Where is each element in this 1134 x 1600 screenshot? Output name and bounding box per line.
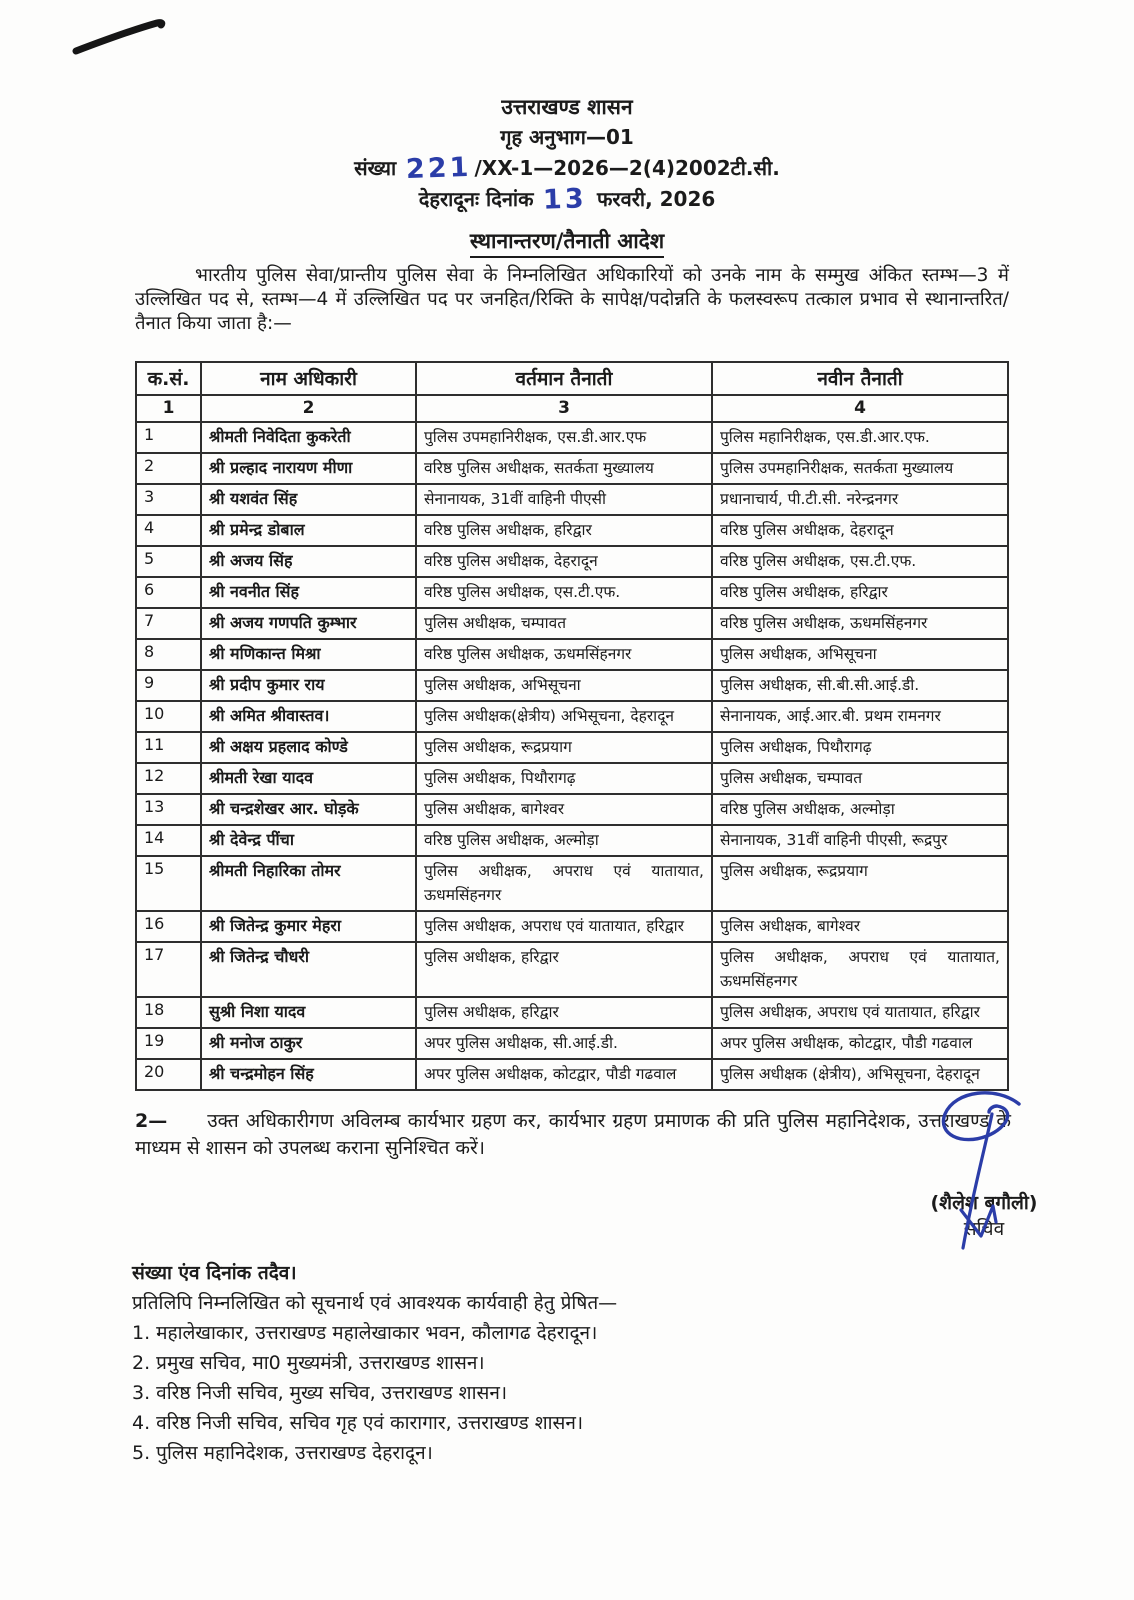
serial-cell: 11 xyxy=(136,732,201,763)
serial-cell: 16 xyxy=(136,911,201,942)
serial-cell: 6 xyxy=(136,577,201,608)
new-posting-cell: वरिष्ठ पुलिस अधीक्षक, ऊधमसिंहनगर xyxy=(712,608,1008,639)
name-cell: श्री मणिकान्त मिश्रा xyxy=(201,639,416,670)
table-row xyxy=(136,856,1008,911)
serial-cell: 1 xyxy=(136,422,201,453)
current-posting-cell: वरिष्ठ पुलिस अधीक्षक, अल्मोड़ा xyxy=(416,825,712,856)
name-cell: श्री जितेन्द्र चौधरी xyxy=(201,942,416,997)
name-cell: श्री प्रदीप कुमार राय xyxy=(201,670,416,701)
serial-cell: 10 xyxy=(136,701,201,732)
signature-block xyxy=(889,1190,1079,1242)
current-posting-cell: पुलिस अधीक्षक, बागेश्वर xyxy=(416,794,712,825)
name-cell: श्री जितेन्द्र कुमार मेहरा xyxy=(201,911,416,942)
signatory-designation: सचिव xyxy=(963,1218,1005,1240)
distribution-list xyxy=(132,1318,1012,1468)
current-posting-cell: वरिष्ठ पुलिस अधीक्षक, एस.टी.एफ. xyxy=(416,577,712,608)
table-row xyxy=(136,701,1008,732)
current-posting-cell: अपर पुलिस अधीक्षक, सी.आई.डी. xyxy=(416,1028,712,1059)
order-title-wrap xyxy=(0,227,1134,258)
serial-cell: 17 xyxy=(136,942,201,997)
name-cell: श्री मनोज ठाकुर xyxy=(201,1028,416,1059)
current-posting-cell: पुलिस अधीक्षक, अभिसूचना xyxy=(416,670,712,701)
table-row xyxy=(136,942,1008,997)
closing-paragraph-text: उक्त अधिकारीगण अविलम्ब कार्यभार ग्रहण कर, कार्यभार ग्रहण प्रमाणक की प्रति पुलिस महानिदेशक, उत्तराखण्ड के माध्यम से शासन को उपलब्ध कराना सुनिश्चित करें। xyxy=(135,1110,1011,1159)
state-government-line: उत्तराखण्ड शासन xyxy=(501,95,633,119)
section-line: गृह अनुभाग—01 xyxy=(500,125,634,149)
new-posting-cell: वरिष्ठ पुलिस अधीक्षक, देहरादून xyxy=(712,515,1008,546)
current-posting-cell: पुलिस अधीक्षक, रूद्रप्रयाग xyxy=(416,732,712,763)
current-posting-cell: पुलिस अधीक्षक, हरिद्वार xyxy=(416,942,712,997)
current-posting-cell: पुलिस अधीक्षक, हरिद्वार xyxy=(416,997,712,1028)
intro-paragraph: भारतीय पुलिस सेवा/प्रान्तीय पुलिस सेवा के निम्नलिखित अधिकारियों को उनके नाम के सम्मुख अंकित स्तम्भ—3 में उल्लिखित पद से, स्तम्भ—4 में उल्लिखित पद पर जनहित/रिक्ति के सापेक्ष/पदोन्नति के फलस्वरूप तत्काल प्रभाव से स्थानान्तरित/तैनात किया जाता है:— xyxy=(135,265,1009,334)
order-title: स्थानान्तरण/तैनाती आदेश xyxy=(470,227,664,258)
new-posting-cell: वरिष्ठ पुलिस अधीक्षक, हरिद्वार xyxy=(712,577,1008,608)
ref-number-line xyxy=(0,151,1134,186)
table-row xyxy=(136,997,1008,1028)
distribution-item: 4. वरिष्ठ निजी सचिव, सचिव गृह एवं कारागार, उत्तराखण्ड शासन। xyxy=(132,1412,584,1434)
new-posting-cell: पुलिस अधीक्षक, बागेश्वर xyxy=(712,911,1008,942)
current-posting-cell: वरिष्ठ पुलिस अधीक्षक, हरिद्वार xyxy=(416,515,712,546)
serial-cell: 14 xyxy=(136,825,201,856)
current-posting-cell: अपर पुलिस अधीक्षक, कोटद्वार, पौडी गढवाल xyxy=(416,1059,712,1090)
new-posting-cell: पुलिस महानिरीक्षक, एस.डी.आर.एफ. xyxy=(712,422,1008,453)
serial-cell: 7 xyxy=(136,608,201,639)
new-posting-cell: पुलिस अधीक्षक, चम्पावत xyxy=(712,763,1008,794)
ref-number-rest: /XX-1—2026—2(4)2002टी.सी. xyxy=(474,156,780,180)
new-posting-cell: पुलिस उपमहानिरीक्षक, सतर्कता मुख्यालय xyxy=(712,453,1008,484)
current-posting-cell: सेनानायक, 31वीं वाहिनी पीएसी xyxy=(416,484,712,515)
name-cell: श्रीमती निवेदिता कुकरेती xyxy=(201,422,416,453)
name-cell: श्री अजय सिंह xyxy=(201,546,416,577)
new-posting-cell: पुलिस अधीक्षक (क्षेत्रीय), अभिसूचना, देहरादून xyxy=(712,1059,1008,1090)
letterhead xyxy=(0,92,1134,214)
current-posting-cell: पुलिस अधीक्षक, अपराध एवं यातायात, हरिद्वार xyxy=(416,911,712,942)
transfer-table xyxy=(135,361,1009,1091)
transfer-table-head xyxy=(136,362,1008,422)
distribution-item: 3. वरिष्ठ निजी सचिव, मुख्य सचिव, उत्तराखण्ड शासन। xyxy=(132,1382,508,1404)
serial-cell: 2 xyxy=(136,453,201,484)
date-line xyxy=(0,183,1134,214)
table-row xyxy=(136,484,1008,515)
table-row xyxy=(136,453,1008,484)
name-cell: श्री चन्द्रशेखर आर. घोड़के xyxy=(201,794,416,825)
serial-cell: 19 xyxy=(136,1028,201,1059)
distribution-note: संख्या एंव दिनांक तदैव। xyxy=(132,1262,297,1284)
distribution-block xyxy=(132,1258,1012,1468)
table-row xyxy=(136,1059,1008,1090)
current-posting-cell: पुलिस उपमहानिरीक्षक, एस.डी.आर.एफ xyxy=(416,422,712,453)
current-posting-cell: वरिष्ठ पुलिस अधीक्षक, देहरादून xyxy=(416,546,712,577)
name-cell: श्रीमती निहारिका तोमर xyxy=(201,856,416,911)
new-posting-cell: सेनानायक, 31वीं वाहिनी पीएसी, रूद्रपुर xyxy=(712,825,1008,856)
table-row xyxy=(136,639,1008,670)
col-number-1: 1 xyxy=(136,395,201,422)
ref-number-label: संख्या xyxy=(354,156,397,180)
name-cell: श्री यशवंत सिंह xyxy=(201,484,416,515)
table-row xyxy=(136,911,1008,942)
signatory-name: (शैलेश बगौली) xyxy=(930,1192,1038,1214)
table-row xyxy=(136,577,1008,608)
serial-cell: 12 xyxy=(136,763,201,794)
table-row xyxy=(136,608,1008,639)
col-number-3: 3 xyxy=(416,395,712,422)
new-posting-cell: वरिष्ठ पुलिस अधीक्षक, अल्मोड़ा xyxy=(712,794,1008,825)
serial-cell: 18 xyxy=(136,997,201,1028)
column-number-row xyxy=(136,395,1008,422)
new-posting-cell: पुलिस अधीक्षक, सी.बी.सी.आई.डी. xyxy=(712,670,1008,701)
name-cell: सुश्री निशा यादव xyxy=(201,997,416,1028)
serial-cell: 3 xyxy=(136,484,201,515)
copy-forward-line: प्रतिलिपि निम्नलिखित को सूचनार्थ एवं आवश्यक कार्यवाही हेतु प्रेषित— xyxy=(132,1292,618,1314)
header-row xyxy=(136,362,1008,395)
new-posting-cell: पुलिस अधीक्षक, पिथौरागढ़ xyxy=(712,732,1008,763)
col-header-officer-name: नाम अधिकारी xyxy=(201,362,416,395)
closing-paragraph-number: 2— xyxy=(135,1110,168,1132)
col-header-new-posting: नवीन तैनाती xyxy=(712,362,1008,395)
new-posting-cell: पुलिस अधीक्षक, अभिसूचना xyxy=(712,639,1008,670)
table-row xyxy=(136,515,1008,546)
distribution-item: 5. पुलिस महानिदेशक, उत्तराखण्ड देहरादून। xyxy=(132,1442,433,1464)
new-posting-cell: वरिष्ठ पुलिस अधीक्षक, एस.टी.एफ. xyxy=(712,546,1008,577)
serial-cell: 5 xyxy=(136,546,201,577)
new-posting-cell: पुलिस अधीक्षक, रूद्रप्रयाग xyxy=(712,856,1008,911)
table-row xyxy=(136,546,1008,577)
serial-cell: 4 xyxy=(136,515,201,546)
serial-cell: 20 xyxy=(136,1059,201,1090)
name-cell: श्री अजय गणपति कुम्भार xyxy=(201,608,416,639)
name-cell: श्री अमित श्रीवास्तव। xyxy=(201,701,416,732)
table-row xyxy=(136,794,1008,825)
table-row xyxy=(136,422,1008,453)
col-number-2: 2 xyxy=(201,395,416,422)
new-posting-cell: सेनानायक, आई.आर.बी. प्रथम रामनगर xyxy=(712,701,1008,732)
distribution-item: 2. प्रमुख सचिव, मा0 मुख्यमंत्री, उत्तराखण्ड शासन। xyxy=(132,1352,485,1374)
serial-cell: 13 xyxy=(136,794,201,825)
pen-mark xyxy=(62,8,192,63)
new-posting-cell: अपर पुलिस अधीक्षक, कोटद्वार, पौडी गढवाल xyxy=(712,1028,1008,1059)
handwritten-ref-number: 221 xyxy=(405,151,473,186)
current-posting-cell: वरिष्ठ पुलिस अधीक्षक, ऊधमसिंहनगर xyxy=(416,639,712,670)
current-posting-cell: पुलिस अधीक्षक, चम्पावत xyxy=(416,608,712,639)
name-cell: श्री नवनीत सिंह xyxy=(201,577,416,608)
transfer-table-body xyxy=(136,422,1008,1090)
name-cell: श्रीमती रेखा यादव xyxy=(201,763,416,794)
serial-cell: 15 xyxy=(136,856,201,911)
table-row xyxy=(136,670,1008,701)
name-cell: श्री अक्षय प्रहलाद कोण्डे xyxy=(201,732,416,763)
name-cell: श्री चन्द्रमोहन सिंह xyxy=(201,1059,416,1090)
new-posting-cell: पुलिस अधीक्षक, अपराध एवं यातायात, ऊधमसिंहनगर xyxy=(712,942,1008,997)
current-posting-cell: पुलिस अधीक्षक(क्षेत्रीय) अभिसूचना, देहरादून xyxy=(416,701,712,732)
date-prefix: देहरादूनः दिनांक xyxy=(418,187,534,211)
current-posting-cell: पुलिस अधीक्षक, पिथौरागढ़ xyxy=(416,763,712,794)
serial-cell: 8 xyxy=(136,639,201,670)
table-row xyxy=(136,763,1008,794)
current-posting-cell: पुलिस अधीक्षक, अपराध एवं यातायात, ऊधमसिंहनगर xyxy=(416,856,712,911)
col-header-current-posting: वर्तमान तैनाती xyxy=(416,362,712,395)
date-rest: फरवरी, 2026 xyxy=(596,187,716,211)
col-header-serial: क.सं. xyxy=(136,362,201,395)
col-number-4: 4 xyxy=(712,395,1008,422)
table-row xyxy=(136,732,1008,763)
name-cell: श्री प्रल्हाद नारायण मीणा xyxy=(201,453,416,484)
handwritten-day: 13 xyxy=(542,183,588,216)
table-row xyxy=(136,825,1008,856)
current-posting-cell: वरिष्ठ पुलिस अधीक्षक, सतर्कता मुख्यालय xyxy=(416,453,712,484)
new-posting-cell: पुलिस अधीक्षक, अपराध एवं यातायात, हरिद्वार xyxy=(712,997,1008,1028)
distribution-item: 1. महालेखाकार, उत्तराखण्ड महालेखाकार भवन, कौलागढ देहरादून। xyxy=(132,1322,598,1344)
name-cell: श्री प्रमेन्द्र डोबाल xyxy=(201,515,416,546)
closing-paragraph xyxy=(135,1108,1011,1162)
table-row xyxy=(136,1028,1008,1059)
name-cell: श्री देवेन्द्र पींचा xyxy=(201,825,416,856)
serial-cell: 9 xyxy=(136,670,201,701)
new-posting-cell: प्रधानाचार्य, पी.टी.सी. नरेन्द्रनगर xyxy=(712,484,1008,515)
